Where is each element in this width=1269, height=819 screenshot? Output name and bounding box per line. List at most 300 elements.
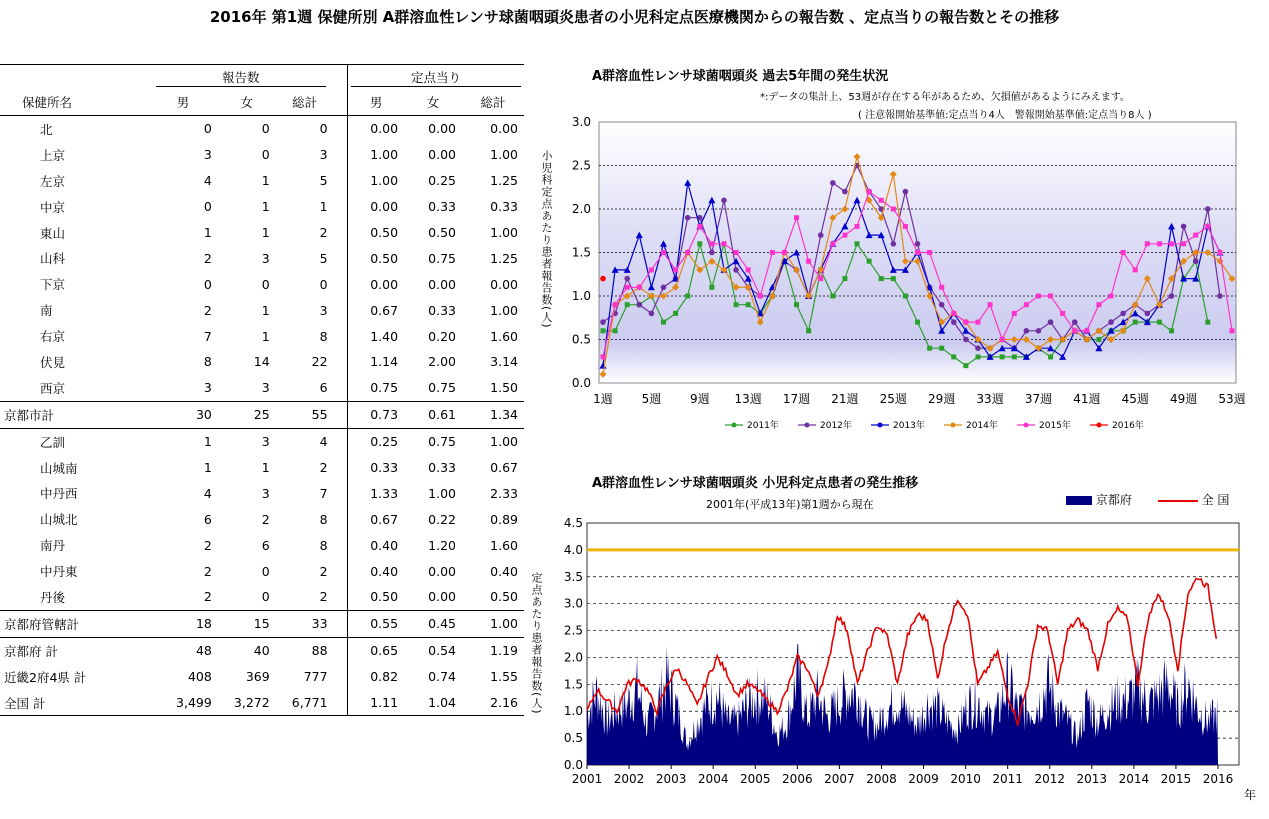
data-point	[1000, 337, 1005, 342]
row-name: 近畿2府4県 計	[4, 669, 87, 685]
x-tick-label: 29週	[928, 392, 956, 406]
data-point	[625, 285, 630, 290]
chart2-subtitle: 2001年(平成13年)第1週から現在	[706, 498, 874, 511]
cell-pm: 0.82	[348, 664, 404, 690]
data-point	[951, 311, 956, 316]
cell-pt: 1.00	[490, 434, 518, 450]
cell-pt: 1.60	[490, 328, 518, 344]
data-point	[818, 232, 824, 238]
data-point	[601, 354, 606, 359]
table-row	[0, 116, 524, 142]
row-name: 山科	[40, 251, 66, 267]
data-point	[637, 285, 642, 290]
y-tick-label: 4.0	[563, 542, 583, 557]
x-tick-label: 2011	[992, 772, 1023, 786]
col-male: 男	[176, 95, 190, 110]
legend-label: 2013年	[893, 421, 925, 431]
data-point	[1072, 328, 1077, 333]
data-point	[649, 267, 654, 272]
cell-m: 0	[203, 121, 212, 137]
x-tick-label: 5週	[641, 392, 662, 406]
cell-t: 3	[319, 147, 328, 163]
cell-t: 777	[303, 669, 328, 685]
cell-m: 4	[203, 173, 212, 189]
y-tick-label: 4.5	[563, 516, 583, 530]
col-total: 総計	[292, 95, 318, 110]
x-tick-label: 17週	[782, 392, 811, 406]
cell-pm: 1.33	[348, 480, 404, 506]
data-point	[915, 250, 920, 255]
table-row	[0, 245, 524, 271]
row-name: 京都市計	[4, 407, 55, 423]
x-tick-label: 2012	[1034, 772, 1066, 786]
x-tick-label: 2003	[655, 772, 687, 786]
y-tick-label: 2.5	[563, 623, 583, 638]
cell-t: 2	[319, 589, 328, 605]
data-point	[879, 276, 884, 281]
data-point	[1060, 311, 1065, 316]
cell-pf: 0.00	[428, 563, 457, 579]
cell-pf: 1.00	[428, 485, 457, 501]
row-name: 右京	[40, 329, 66, 345]
cell-f: 6	[261, 537, 270, 553]
cell-f: 1	[261, 199, 270, 215]
data-point	[818, 276, 823, 281]
cell-t: 2	[319, 563, 328, 579]
row-name: 東山	[40, 225, 66, 241]
data-point	[649, 311, 655, 317]
x-tick-label: 33週	[976, 392, 1004, 406]
y-tick-label: 2.0	[571, 202, 591, 216]
data-point	[1012, 311, 1017, 316]
legend-marker	[805, 423, 810, 428]
cell-t: 22	[311, 354, 328, 370]
data-point	[867, 259, 872, 264]
data-point	[891, 276, 896, 281]
chart2-xunit: 年	[1244, 788, 1257, 802]
cell-pm: 1.00	[348, 168, 404, 194]
cell-pm: 0.40	[348, 532, 404, 558]
chart2-ylabel: 定点あたり患者報告数(人)	[530, 572, 543, 715]
cell-pf: 0.00	[428, 276, 457, 292]
cell-m: 2	[203, 589, 212, 605]
cell-m: 3	[203, 147, 212, 163]
data-point	[1133, 320, 1138, 325]
data-point	[685, 294, 690, 299]
y-tick-label: 2.5	[571, 158, 591, 173]
data-point	[915, 241, 921, 247]
data-point	[746, 302, 751, 307]
data-point	[600, 276, 606, 282]
data-point	[770, 250, 775, 255]
cell-m: 1	[203, 225, 212, 240]
data-point	[661, 285, 667, 291]
table-row	[0, 480, 524, 506]
data-point	[963, 337, 969, 343]
chart1-ylabel: 小児科定点あたり患者報告数(人)	[540, 150, 553, 329]
cell-m: 4	[203, 485, 212, 501]
data-point	[1109, 294, 1114, 299]
y-tick-label: 0.0	[571, 376, 591, 390]
data-point	[855, 241, 860, 246]
data-point	[1193, 233, 1198, 238]
cell-pf: 0.61	[428, 407, 457, 423]
row-name: 山城南	[40, 460, 78, 476]
data-point	[709, 241, 714, 246]
table-row	[0, 584, 524, 610]
cell-pf: 0.33	[428, 460, 457, 476]
cell-f: 3	[261, 485, 270, 501]
data-point	[1121, 250, 1126, 255]
data-point	[794, 302, 799, 307]
cell-pf: 0.22	[428, 511, 457, 527]
data-point	[697, 241, 702, 246]
cell-f: 3	[261, 380, 270, 396]
data-point	[1181, 241, 1186, 246]
data-point	[975, 345, 981, 351]
cell-pt: 0.89	[490, 511, 518, 527]
legend-label: 2015年	[1039, 421, 1071, 431]
cell-pt: 1.00	[490, 616, 518, 632]
data-point	[1072, 319, 1078, 325]
data-point	[830, 180, 836, 186]
data-point	[903, 189, 909, 195]
cell-pf: 1.04	[428, 695, 457, 711]
data-point	[709, 250, 715, 256]
x-tick-label: 2009	[908, 772, 939, 786]
x-tick-label: 37週	[1024, 392, 1053, 406]
table-row	[0, 428, 524, 454]
legend-national-label: 全 国	[1201, 493, 1230, 507]
y-tick-label: 3.0	[563, 596, 583, 611]
cell-f: 2	[261, 511, 270, 527]
row-name: 西京	[40, 380, 66, 396]
x-tick-label: 2010	[950, 772, 981, 786]
header-per-sentinel: 定点当り	[351, 68, 521, 87]
x-tick-label: 21週	[831, 392, 859, 406]
cell-pf: 0.75	[428, 250, 457, 266]
data-point	[661, 250, 666, 255]
cell-pm: 0.75	[348, 375, 404, 401]
cell-pt: 1.00	[490, 302, 518, 318]
data-point	[600, 319, 606, 325]
cell-f: 1	[261, 460, 270, 476]
cell-t: 3	[319, 302, 328, 318]
data-point	[709, 285, 714, 290]
legend-marker	[951, 423, 956, 428]
cell-m: 3,499	[176, 695, 212, 711]
legend-label: 2016年	[1112, 421, 1144, 431]
cell-pm: 1.14	[348, 349, 404, 375]
cell-pm: 0.00	[348, 116, 404, 142]
y-tick-label: 1.5	[571, 245, 591, 260]
cell-t: 6	[319, 380, 328, 396]
data-point	[734, 302, 739, 307]
cell-pt: 0.50	[490, 589, 518, 605]
x-tick-label: 2013	[1076, 772, 1108, 786]
data-point	[1217, 250, 1222, 255]
chart2-legend	[1066, 491, 1229, 508]
data-point	[1169, 328, 1174, 333]
cell-pm: 1.00	[348, 142, 404, 168]
x-tick-label: 41週	[1073, 392, 1101, 406]
y-tick-label: 1.5	[563, 677, 583, 692]
col-name: 保健所名	[22, 95, 73, 110]
cell-f: 1	[261, 225, 270, 240]
cell-pt: 1.00	[490, 147, 518, 163]
row-name: 全国 計	[4, 695, 46, 711]
data-point	[794, 215, 799, 220]
cell-pt: 0.40	[490, 563, 518, 579]
row-name: 京都府 計	[4, 643, 58, 659]
data-point	[939, 346, 944, 351]
cell-m: 18	[195, 616, 212, 632]
table-row	[0, 637, 524, 663]
data-point	[806, 259, 811, 264]
cell-f: 40	[253, 643, 270, 659]
legend-marker	[1024, 423, 1029, 428]
x-tick-label: 53週	[1218, 392, 1246, 406]
y-tick-label: 0.0	[563, 758, 583, 772]
data-point	[1048, 319, 1054, 325]
data-point	[673, 311, 678, 316]
table-row	[0, 349, 524, 375]
cell-t: 7	[319, 485, 328, 501]
data-point	[842, 189, 848, 195]
data-point	[734, 250, 739, 255]
x-tick-label: 2016	[1202, 772, 1234, 786]
row-name: 北	[40, 121, 53, 137]
row-name: 左京	[40, 173, 66, 189]
cell-f: 3,272	[233, 695, 270, 711]
cell-t: 2	[319, 225, 328, 240]
cell-m: 2	[203, 302, 212, 318]
cell-pt: 0.33	[490, 199, 518, 215]
row-name: 中京	[40, 199, 66, 215]
cell-pf: 0.20	[428, 328, 457, 344]
cell-m: 8	[203, 354, 212, 370]
legend-kyoto-label: 京都府	[1095, 493, 1132, 507]
data-point	[1205, 224, 1210, 229]
data-point	[830, 294, 835, 299]
data-point	[721, 241, 726, 246]
cell-pt: 1.25	[490, 250, 518, 266]
data-point	[1157, 241, 1162, 246]
table-row	[0, 375, 524, 401]
table-row	[0, 506, 524, 532]
data-point	[891, 241, 897, 247]
data-point	[613, 302, 618, 307]
data-point	[903, 224, 908, 229]
cell-t: 0	[319, 276, 328, 292]
data-point	[661, 320, 666, 325]
cell-pm: 0.00	[348, 271, 404, 297]
x-tick-label: 2005	[739, 772, 771, 786]
cell-t: 33	[311, 616, 328, 632]
cell-pt: 2.16	[490, 695, 518, 711]
cell-pm: 0.33	[348, 455, 404, 481]
data-point	[721, 198, 727, 204]
x-tick-label: 2002	[613, 772, 645, 786]
data-point	[1205, 320, 1210, 325]
cell-pt: 1.60	[490, 537, 518, 553]
cell-pf: 0.74	[428, 669, 457, 685]
row-name: 中丹西	[40, 486, 78, 502]
cell-t: 5	[319, 173, 328, 189]
cell-f: 3	[261, 250, 270, 266]
x-tick-label: 2006	[782, 772, 813, 786]
data-point	[1024, 328, 1030, 334]
x-tick-label: 2008	[866, 772, 897, 786]
data-point	[1120, 311, 1126, 317]
x-tick-label: 2015	[1160, 772, 1192, 786]
row-name: 中丹東	[40, 564, 78, 580]
y-tick-label: 1.0	[563, 704, 583, 719]
cell-pt: 3.14	[490, 354, 518, 370]
data-point	[733, 267, 739, 273]
x-tick-label: 2014	[1118, 772, 1150, 786]
data-point	[939, 285, 944, 290]
table-row	[0, 297, 524, 323]
data-point	[963, 320, 968, 325]
x-tick-label: 2004	[697, 772, 729, 786]
cell-t: 4	[319, 434, 328, 450]
table-row	[0, 168, 524, 194]
data-point	[927, 250, 932, 255]
data-point	[1145, 241, 1150, 246]
cell-pf: 0.00	[428, 147, 457, 163]
cell-pt: 1.25	[490, 173, 518, 189]
chart2-title: A群溶血性レンサ球菌咽頭炎 小児科定点患者の発生推移	[592, 476, 919, 491]
data-point	[1048, 354, 1053, 359]
x-tick-label: 1週	[593, 392, 613, 406]
row-name: 山城北	[40, 512, 78, 528]
table-row	[0, 558, 524, 584]
data-point	[746, 267, 751, 272]
cell-t: 88	[311, 643, 328, 659]
cell-m: 1	[203, 460, 212, 476]
cell-pf: 0.00	[428, 121, 457, 137]
table-row	[0, 142, 524, 168]
data-point	[1230, 328, 1235, 333]
x-tick-label: 13週	[734, 392, 762, 406]
y-tick-label: 3.0	[571, 115, 591, 129]
data-point	[625, 302, 630, 307]
data-point	[636, 302, 642, 308]
data-point	[1000, 354, 1005, 359]
table-row	[0, 664, 524, 690]
data-point	[963, 363, 968, 368]
cell-pf: 0.54	[428, 643, 457, 659]
data-point	[1012, 354, 1017, 359]
cell-t: 8	[319, 328, 328, 344]
cell-pt: 1.19	[490, 643, 518, 659]
legend-kyoto-swatch	[1066, 496, 1092, 505]
cell-pf: 0.45	[428, 616, 457, 632]
data-point	[842, 276, 847, 281]
table-row	[0, 401, 524, 428]
chart1-title: A群溶血性レンサ球菌咽頭炎 過去5年間の発生状況	[592, 69, 889, 84]
legend-label: 2014年	[966, 421, 998, 431]
cell-t: 1	[319, 199, 328, 215]
data-point	[697, 224, 702, 229]
data-point	[1024, 302, 1029, 307]
legend-label: 2012年	[820, 421, 852, 431]
table-row	[0, 323, 524, 349]
cell-pt: 1.00	[490, 225, 518, 240]
page-title: 2016年 第1週 保健所別 A群溶血性レンサ球菌咽頭炎患者の小児科定点医療機関からの報告数 、定点当りの報告数とその推移	[209, 8, 1060, 26]
data-point	[1096, 337, 1101, 342]
cell-f: 0	[261, 276, 270, 292]
cell-t: 0	[319, 121, 328, 137]
cell-pm: 0.67	[348, 297, 404, 323]
cell-pm: 0.40	[348, 558, 404, 584]
report-table	[0, 64, 524, 716]
cell-pm: 0.25	[348, 428, 404, 454]
x-tick-label: 49週	[1169, 392, 1198, 406]
cell-t: 8	[319, 511, 328, 527]
cell-f: 3	[261, 434, 270, 450]
cell-m: 1	[203, 434, 212, 450]
data-point	[830, 241, 835, 246]
legend-label: 2011年	[747, 421, 779, 431]
cell-pt: 0.00	[490, 121, 518, 137]
data-point	[939, 302, 945, 308]
data-point	[1036, 294, 1041, 299]
cell-m: 0	[203, 276, 212, 292]
cell-f: 0	[261, 147, 270, 163]
cell-t: 2	[319, 460, 328, 476]
data-point	[1108, 319, 1114, 325]
x-tick-label: 2007	[824, 772, 855, 786]
table-row	[0, 220, 524, 246]
cell-pt: 2.33	[490, 485, 518, 501]
cell-pt: 1.34	[490, 407, 518, 423]
row-name: 下京	[40, 277, 66, 293]
table-row	[0, 455, 524, 481]
chart2-svg	[555, 515, 1245, 805]
col-per-total: 総計	[480, 95, 506, 110]
cell-pf: 1.20	[428, 537, 457, 553]
table-row	[0, 271, 524, 297]
data-point	[867, 189, 872, 194]
cell-m: 3	[203, 380, 212, 396]
row-name: 丹後	[40, 589, 66, 605]
legend-marker	[1097, 423, 1102, 428]
data-point	[927, 346, 932, 351]
data-point	[951, 354, 956, 359]
cell-pf: 0.75	[428, 434, 457, 450]
row-name: 南丹	[40, 538, 66, 554]
table-row	[0, 532, 524, 558]
data-point	[1169, 293, 1175, 299]
data-point	[951, 319, 957, 325]
cell-t: 8	[319, 537, 328, 553]
data-point	[624, 276, 630, 282]
data-point	[975, 320, 980, 325]
col-per-female: 女	[426, 95, 440, 110]
chart1-note: *:データの集計上、53週が存在する年があるため、欠損値があるようにみえます。	[760, 92, 1130, 103]
y-tick-label: 0.5	[571, 332, 591, 347]
data-point	[855, 224, 860, 229]
row-name: 上京	[40, 147, 66, 163]
cell-m: 408	[187, 669, 212, 685]
table-row	[0, 610, 524, 637]
cell-f: 1	[261, 328, 270, 344]
cell-pm: 0.50	[348, 584, 404, 610]
data-point	[1157, 320, 1162, 325]
y-tick-label: 3.5	[563, 569, 583, 584]
